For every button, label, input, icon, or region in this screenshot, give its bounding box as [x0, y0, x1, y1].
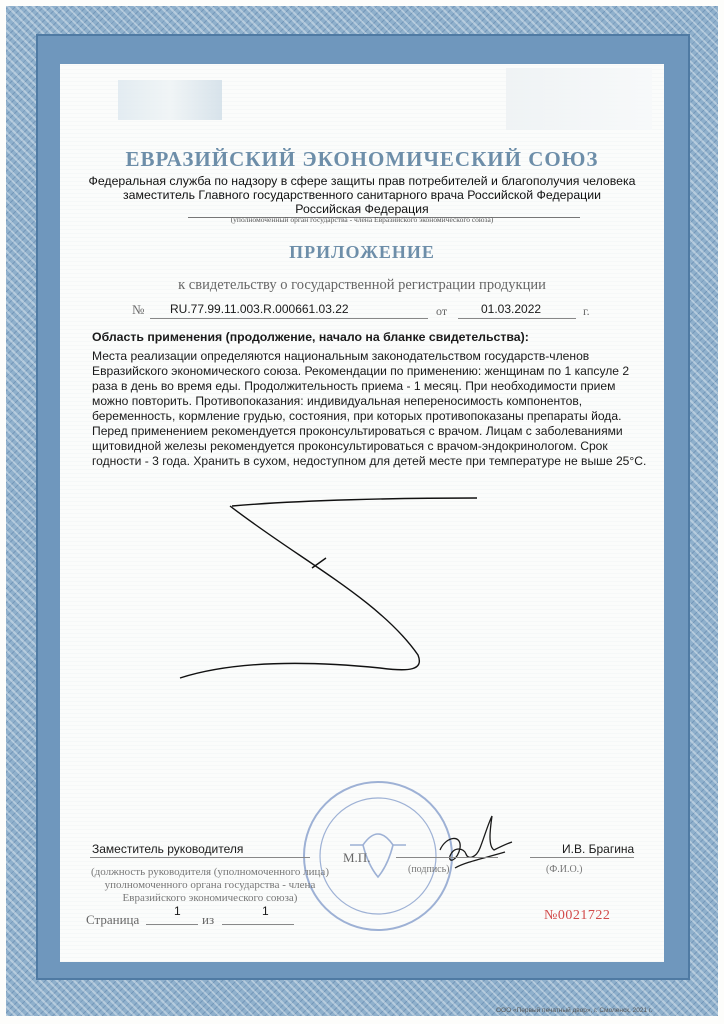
signature-underline — [396, 857, 498, 858]
cancellation-z-mark — [180, 498, 477, 678]
signer-name: И.В. Брагина — [562, 842, 635, 856]
body-line: Перед применением рекомендуется проконсультироваться с врачом. Лицам с заболеваниями — [92, 424, 623, 438]
position-caption: (должность руководителя (уполномоченного лица) уполномоченного органа государства - члена Евразийского экономического союза) — [91, 866, 329, 904]
number-label: № — [132, 302, 145, 317]
page-total-underline — [222, 924, 294, 925]
union-title: ЕВРАЗИЙСКИЙ ЭКОНОМИЧЕСКИЙ СОЮЗ — [125, 147, 599, 171]
registration-date: 01.03.2022 — [481, 302, 542, 316]
seal-place-label: М.П. — [343, 850, 371, 865]
page-label: Страница — [86, 912, 140, 927]
section-heading: Область применения (продолжение, начало на бланке свидетельства): — [92, 330, 529, 344]
appendix-subtitle: к свидетельству о государственной регистрации продукции — [178, 277, 546, 293]
name-caption: (Ф.И.О.) — [546, 864, 583, 875]
signer-position: Заместитель руководителя — [92, 842, 244, 856]
registration-number: RU.77.99.11.003.R.000661.03.22 — [170, 302, 349, 316]
agency-caption: (уполномоченный орган государства - члена Евразийского экономического союза) — [230, 215, 494, 224]
name-underline — [530, 857, 634, 858]
date-prefix: от — [436, 304, 448, 318]
page-total: 1 — [262, 904, 269, 918]
signature-caption: (подпись) — [408, 864, 450, 875]
agency-line: Российская Федерация — [295, 202, 429, 216]
appendix-title: ПРИЛОЖЕНИЕ — [289, 242, 435, 262]
position-underline — [90, 857, 310, 858]
page-of-label: из — [202, 912, 215, 927]
body-line: можно повторить. Противопоказания: индивидуальная непереносимость компонентов, — [92, 394, 583, 408]
serial-number: №0021722 — [544, 908, 611, 923]
agency-line: заместитель Главного государственного санитарного врача Российской Федерации — [123, 188, 601, 202]
body-line: щитовидной железы рекомендуется проконсультироваться с врачом-эндокринологом. Срок — [92, 439, 608, 453]
body-line: годности - 3 года. Хранить в сухом, недоступном для детей месте при температуре не выше 25°С. — [92, 454, 647, 468]
body-line: беременность, кормление грудью, состояния, при которых противопоказаны препараты йода. — [92, 409, 622, 423]
page-number: 1 — [174, 904, 181, 918]
body-line: Места реализации определяются национальным законодательством государств-членов — [92, 349, 590, 363]
printer-imprint: ООО «Первый печатный двор», г. Смоленск, 2021 г. — [496, 1007, 653, 1014]
agency-line: Федеральная служба по надзору в сфере защиты прав потребителей и благополучия человека — [88, 174, 636, 188]
official-stamp — [304, 782, 452, 930]
body-line: раза в день во время еды. Продолжительность приема - 1 месяц. При необходимости прием — [92, 379, 616, 393]
page-number-underline — [146, 924, 198, 925]
year-suffix: г. — [583, 304, 590, 318]
body-line: Евразийского экономического союза. Рекомендации по применению: женщинам по 1 капсуле 2 — [92, 364, 630, 378]
